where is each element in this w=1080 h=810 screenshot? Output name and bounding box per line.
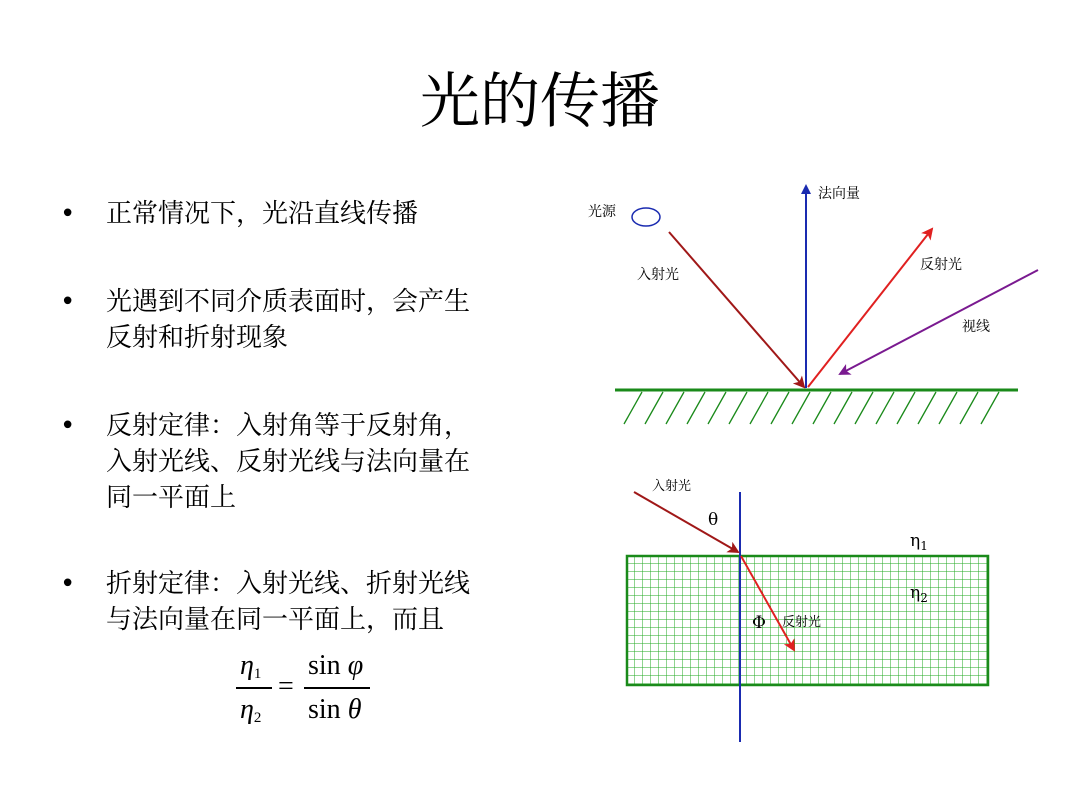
bullet-marker: • <box>60 411 76 441</box>
bullet-marker: • <box>60 287 76 317</box>
formula-numerator-left: $\eta_1$ <box>240 650 262 682</box>
incident-ray-refraction <box>634 492 738 552</box>
view-ray-label: 视线 <box>962 319 990 335</box>
normal-vector-label: 法向量 <box>818 186 860 202</box>
bullet-text: 光遇到不同介质表面时，会产生 反射和折射现象 <box>106 287 471 353</box>
incident-ray-label-refraction: 入射光 <box>652 479 692 494</box>
slide-title: 光的传播 <box>420 67 660 137</box>
formula-equals: = <box>278 671 294 702</box>
phi-label: Φ <box>752 613 766 633</box>
surface-hatching <box>624 392 999 424</box>
bullet-text: 正常情况下，光沿直线传播 <box>106 199 419 229</box>
bullet-marker: • <box>60 199 76 229</box>
bullet-marker: • <box>60 569 76 599</box>
formula-denominator-right: sin θ <box>308 694 362 725</box>
incident-ray <box>669 232 804 387</box>
formula-denominator-left: $\eta_2$ <box>240 694 262 726</box>
theta-label: θ <box>708 510 719 530</box>
view-ray <box>840 270 1038 374</box>
eta1-label: $\eta_1$ <box>910 531 928 553</box>
bullet-text: 反射定律：入射角等于反射角， 入射光线、反射光线与法向量在 同一平面上 <box>106 411 471 513</box>
incident-ray-label: 入射光 <box>637 267 679 283</box>
light-source-label: 光源 <box>588 204 616 220</box>
formula-numerator-right: sin φ <box>308 650 364 681</box>
refracted-ray-label: 反射光 <box>782 615 822 630</box>
reflection-diagram <box>588 185 1038 424</box>
eta2-label: $\eta_2$ <box>910 583 928 605</box>
refraction-diagram <box>627 478 988 742</box>
bullet-text: 折射定律：入射光线、折射光线 与法向量在同一平面上，而且 <box>106 569 471 635</box>
reflected-ray <box>808 229 932 387</box>
light-source-icon <box>632 208 660 226</box>
reflected-ray-label: 反射光 <box>920 257 962 273</box>
